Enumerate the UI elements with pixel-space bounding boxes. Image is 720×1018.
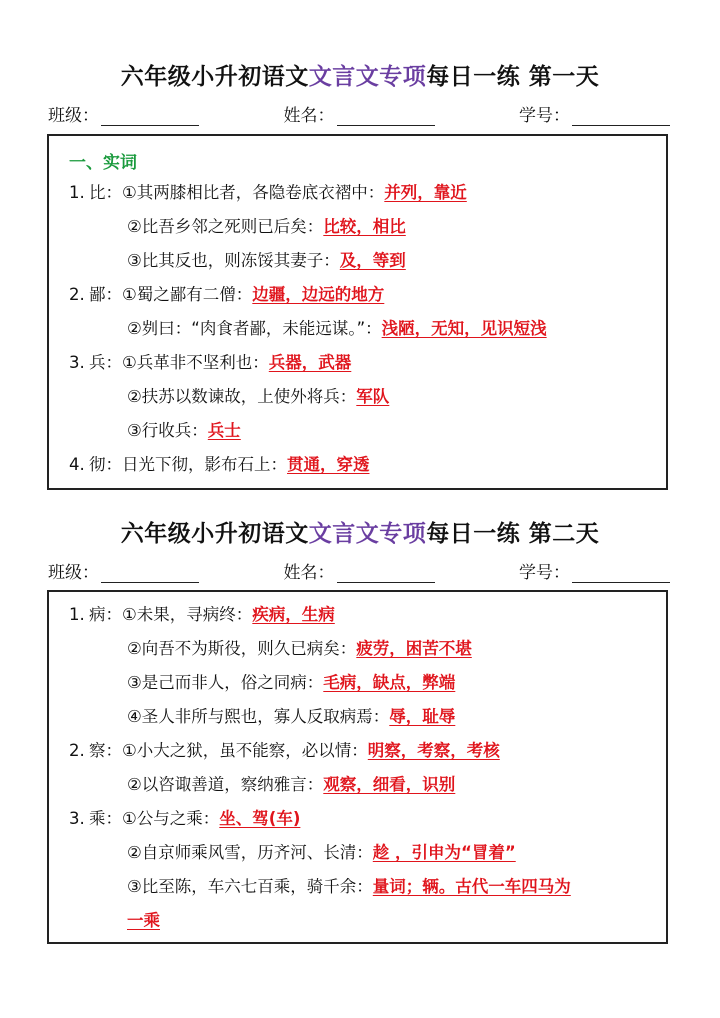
entry-answer: 兵器，武器	[268, 353, 352, 372]
entry-sentence: ②自京师乘风雪，历齐河、长清：	[127, 843, 373, 862]
entry-row	[127, 909, 160, 933]
entry-sentence: ②刿曰：“肉食者鄙，未能远谋。”：	[127, 319, 382, 338]
entry-word: 兵：	[89, 353, 122, 372]
entry-sentence: ②以咨诹善道，察纳雅言：	[127, 775, 324, 794]
entry-sentence: ④圣人非所与熙也，寡人反取病焉：	[127, 707, 390, 726]
day2-id-field[interactable]: 学号：	[519, 559, 670, 583]
entry-row	[69, 603, 335, 627]
entry-row	[69, 283, 384, 307]
entry-word: 彻：	[89, 455, 122, 474]
day1-title	[0, 58, 720, 91]
entry-row	[127, 419, 241, 443]
entry-word: 察：	[89, 741, 122, 760]
entry-sentence: ②比吾乡邻之死则已后矣：	[127, 217, 324, 236]
entry-row	[69, 453, 370, 477]
entry-row	[127, 671, 455, 695]
entry-answer: 观察，细看，识别	[323, 775, 456, 794]
entry-row	[127, 249, 406, 273]
entry-row	[69, 739, 500, 763]
entry-answer: 疲劳，困苦不堪	[356, 639, 472, 658]
entry-answer: 及，等到	[339, 251, 406, 270]
day2-title-pre: 六年级小升初语文	[120, 521, 309, 547]
entry-row	[127, 773, 455, 797]
entry-row	[127, 841, 516, 865]
entry-number: 3.	[69, 809, 85, 828]
entry-sentence: ③是己而非人，俗之同病：	[127, 673, 324, 692]
day1-name-field[interactable]: 姓名：	[284, 102, 435, 126]
day1-info-row	[48, 102, 670, 126]
entry-sentence: ③比其反也，则冻馁其妻子：	[127, 251, 340, 270]
entry-answer: 军队	[356, 387, 390, 406]
entry-answer: 比较，相比	[323, 217, 406, 236]
entry-answer: 辱，耻辱	[389, 707, 456, 726]
entry-sentence: 日光下彻，影布石上：	[122, 455, 287, 474]
entry-sentence: ①其两膝相比者，各隐卷底衣褶中：	[122, 183, 385, 202]
entry-answer: 并列，靠近	[384, 183, 467, 202]
entry-answer: 量词；辆。古代一车四马为	[372, 877, 571, 896]
entry-answer: 毛病，缺点，弊端	[323, 673, 456, 692]
entry-row	[127, 317, 547, 341]
entry-sentence: ①蜀之鄙有二僧：	[122, 285, 253, 304]
entry-word: 乘：	[89, 809, 122, 828]
entry-row	[127, 215, 406, 239]
entry-row	[69, 807, 300, 831]
day2-title-post: 每日一练 第二天	[426, 521, 600, 547]
entry-number: 4.	[69, 455, 85, 474]
entry-sentence: ①公与之乘：	[122, 809, 220, 828]
entry-answer: 坐、驾(车)	[219, 809, 301, 828]
entry-sentence: ②向吾不为斯役，则久已病矣：	[127, 639, 357, 658]
entry-number: 3.	[69, 353, 85, 372]
day1-title-highlight: 文言文专项	[308, 64, 427, 90]
entry-sentence: ②扶苏以数谏故，上使外将兵：	[127, 387, 357, 406]
day1-class-field[interactable]: 班级：	[48, 102, 199, 126]
entry-answer: 一乘	[127, 911, 160, 930]
entry-answer: 兵士	[207, 421, 241, 440]
entry-answer: 贯通，穿透	[287, 455, 370, 474]
day1-content-box	[47, 134, 668, 490]
day2-name-field[interactable]: 姓名：	[284, 559, 435, 583]
day2-info-row	[48, 559, 670, 583]
entry-sentence: ①小大之狱，虽不能察，必以情：	[122, 741, 368, 760]
entry-sentence: ①兵革非不坚利也：	[122, 353, 269, 372]
day2-content-box	[47, 590, 668, 944]
entry-row	[69, 181, 467, 205]
entry-answer: 浅陋，无知，见识短浅	[381, 319, 547, 338]
entry-row	[127, 705, 455, 729]
entry-sentence: ③行收兵：	[127, 421, 208, 440]
day2-title	[0, 515, 720, 548]
day1-id-field[interactable]: 学号：	[519, 102, 670, 126]
entry-row	[127, 637, 472, 661]
entry-number: 2.	[69, 285, 85, 304]
day2-class-field[interactable]: 班级：	[48, 559, 199, 583]
entry-answer: 趁 ，引申为“冒着”	[372, 843, 516, 862]
day2-title-highlight: 文言文专项	[308, 521, 427, 547]
entry-number: 1.	[69, 605, 85, 624]
entry-row	[127, 385, 389, 409]
entry-word: 比：	[89, 183, 122, 202]
entry-row	[69, 351, 351, 375]
section-heading: 一、实词	[69, 153, 137, 173]
entry-word: 病：	[89, 605, 122, 624]
entry-word: 鄙：	[89, 285, 122, 304]
entry-number: 1.	[69, 183, 85, 202]
entry-row	[127, 875, 571, 899]
entry-answer: 边疆，边远的地方	[252, 285, 385, 304]
entry-answer: 明察，考察，考核	[367, 741, 500, 760]
entry-answer: 疾病，生病	[252, 605, 335, 624]
entry-sentence: ③比至陈，车六七百乘，骑千余：	[127, 877, 373, 896]
day1-title-post: 每日一练 第一天	[426, 64, 600, 90]
entry-sentence: ①未果，寻病终：	[122, 605, 253, 624]
entry-number: 2.	[69, 741, 85, 760]
day1-title-pre: 六年级小升初语文	[120, 64, 309, 90]
